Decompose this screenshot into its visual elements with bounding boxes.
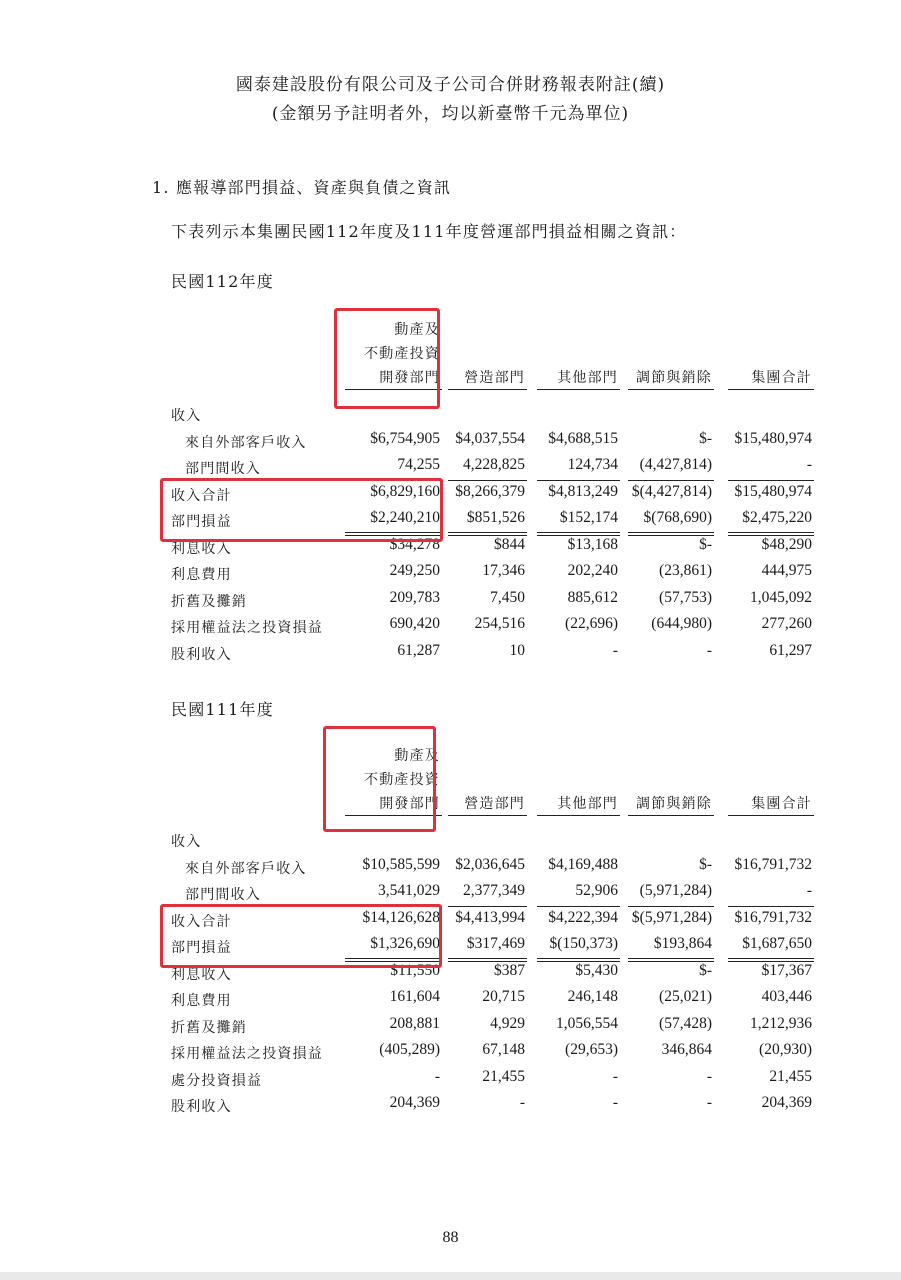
cell-value: 2,377,349: [463, 882, 525, 899]
cell-value: $2,475,220: [742, 509, 812, 526]
cell-value: $4,222,394: [548, 908, 618, 926]
row-label: 利息費用: [171, 993, 232, 1009]
cell-value: -: [434, 1067, 440, 1085]
row-label: 收入: [171, 408, 202, 424]
highlight-box-totals-112: [160, 478, 443, 542]
subtotal-underline: [728, 480, 814, 481]
cell-value: 204,369: [761, 1094, 812, 1111]
cell-value: -: [706, 1067, 712, 1085]
cell-value: $-: [699, 961, 712, 979]
page-bottom-edge: [0, 1272, 901, 1280]
cell-value: 885,612: [567, 588, 618, 606]
row-label: 利息費用: [171, 567, 232, 583]
document-title: 國泰建設股份有限公司及子公司合併財務報表附註(續): [235, 75, 666, 95]
row-label: 收入: [171, 834, 202, 850]
cell-value: $387: [494, 961, 525, 979]
cell-value: 21,455: [769, 1067, 812, 1085]
cell-value: 246,148: [567, 988, 618, 1005]
cell-value: 346,864: [661, 1041, 712, 1058]
row-label: 收入合計: [171, 913, 232, 930]
row-label: 來自外部客戶收入: [185, 434, 307, 451]
row-label: 股利收入: [171, 646, 232, 663]
cell-value: 249,250: [389, 562, 440, 579]
cell-value: (644,980): [651, 615, 712, 632]
cell-value: $152,174: [559, 509, 618, 526]
row-label: 收入合計: [171, 487, 232, 504]
cell-value: 209,783: [389, 588, 440, 606]
cell-value: $-: [699, 535, 712, 553]
cell-value: 17,346: [482, 562, 525, 579]
cell-value: 1,045,092: [750, 588, 812, 606]
cell-value: 403,446: [761, 988, 812, 1005]
header-underline: [448, 815, 527, 816]
cell-value: -: [706, 1094, 712, 1111]
cell-value: (405,289): [379, 1041, 440, 1058]
cell-value: $4,169,488: [548, 855, 618, 873]
cell-value: $6,754,905: [370, 429, 440, 447]
section-intro: 下表列示本集團民國112年度及111年度營運部門損益相關之資訊：: [171, 222, 687, 241]
cell-value: 444,975: [761, 562, 812, 579]
cell-value: $193,864: [653, 935, 712, 952]
row-label: 股利收入: [171, 1099, 232, 1115]
cell-value: -: [806, 882, 812, 899]
col-header-development-line1: 動產及: [394, 748, 440, 764]
highlight-box-totals-111: [160, 904, 442, 968]
section-heading: 1. 應報導部門損益、資產與負債之資訊: [152, 178, 452, 197]
cell-value: -: [612, 1067, 618, 1085]
col-header-construction: 營造部門: [464, 796, 525, 812]
page-number: 88: [442, 1229, 459, 1246]
cell-value: $(150,373): [549, 935, 618, 952]
col-header-development-line3: 開發部門: [379, 796, 440, 812]
cell-value: $4,688,515: [548, 429, 618, 447]
cell-value: (4,427,814): [639, 456, 712, 473]
cell-value: $(768,690): [643, 509, 712, 526]
cell-value: (57,428): [659, 1014, 712, 1032]
cell-value: (23,861): [659, 562, 712, 579]
cell-value: $317,469: [466, 935, 525, 952]
cell-value: 52,906: [575, 882, 618, 899]
col-header-reconciliation: 調節與銷除: [636, 796, 712, 812]
cell-value: 7,450: [490, 588, 525, 606]
cell-value: -: [706, 641, 712, 659]
row-label: 部門間收入: [185, 887, 261, 903]
cell-value: (22,696): [565, 615, 618, 632]
cell-value: (20,930): [759, 1041, 812, 1058]
cell-value: 208,881: [389, 1014, 440, 1032]
cell-value: $4,037,554: [455, 429, 525, 447]
subtotal-underline: [537, 906, 620, 907]
cell-value: 10: [509, 641, 525, 659]
cell-value: $(5,971,284): [631, 908, 712, 926]
cell-value: -: [612, 641, 618, 659]
row-label: 採用權益法之投資損益: [171, 1046, 323, 1062]
cell-value: -: [806, 456, 812, 473]
cell-value: $(4,427,814): [631, 482, 712, 500]
subtotal-underline: [628, 906, 714, 907]
col-header-construction: 營造部門: [464, 370, 525, 386]
header-underline: [728, 389, 814, 390]
cell-value: 67,148: [482, 1041, 525, 1058]
cell-value: 1,212,936: [750, 1014, 812, 1032]
col-header-development-line2: 不動產投資: [364, 772, 440, 788]
cell-value: 21,455: [482, 1067, 525, 1085]
cell-value: (25,021): [659, 988, 712, 1005]
cell-value: 61,287: [397, 641, 440, 659]
cell-value: 277,260: [761, 615, 812, 632]
cell-value: $16,791,732: [734, 855, 812, 873]
row-label: 部門損益: [171, 514, 232, 530]
cell-value: 1,056,554: [556, 1014, 618, 1032]
cell-value: $4,813,249: [548, 482, 618, 500]
col-header-group-total: 集團合計: [751, 370, 812, 386]
cell-value: $844: [494, 535, 525, 553]
highlight-box-development-header-111: [323, 726, 436, 832]
cell-value: $34,278: [389, 535, 440, 553]
row-label: 處分投資損益: [171, 1072, 263, 1089]
cell-value: (5,971,284): [639, 882, 712, 899]
row-label: 來自外部客戶收入: [185, 860, 307, 877]
cell-value: 254,516: [474, 615, 525, 632]
cell-value: $48,290: [761, 535, 812, 553]
cell-value: (29,653): [565, 1041, 618, 1058]
col-header-development-line3: 開發部門: [379, 370, 440, 386]
header-underline: [448, 389, 527, 390]
col-header-group-total: 集團合計: [751, 796, 812, 812]
row-label: 採用權益法之投資損益: [171, 620, 323, 636]
row-label: 部門間收入: [185, 461, 261, 477]
header-underline: [628, 815, 714, 816]
cell-value: $15,480,974: [734, 429, 812, 447]
row-label: 利息收入: [171, 966, 232, 983]
cell-value: $6,829,160: [370, 482, 440, 500]
header-underline: [628, 389, 714, 390]
cell-value: $1,326,690: [370, 935, 440, 952]
col-header-other: 其他部門: [557, 796, 618, 812]
subtotal-underline: [628, 480, 714, 481]
cell-value: $17,367: [761, 961, 812, 979]
cell-value: $2,036,645: [455, 855, 525, 873]
row-label: 折舊及攤銷: [171, 593, 247, 610]
cell-value: $-: [699, 429, 712, 447]
header-underline: [537, 389, 620, 390]
col-header-development-line2: 不動產投資: [364, 346, 440, 362]
cell-value: -: [612, 1094, 618, 1111]
header-underline: [537, 815, 620, 816]
cell-value: $11,550: [390, 961, 440, 979]
cell-value: $16,791,732: [734, 908, 812, 926]
cell-value: $14,126,628: [362, 908, 440, 926]
col-header-development-line1: 動產及: [394, 322, 440, 338]
cell-value: (57,753): [659, 588, 712, 606]
cell-value: 124,734: [567, 456, 618, 473]
highlight-box-development-header-112: [334, 308, 440, 409]
cell-value: 4,228,825: [463, 456, 525, 473]
year-111-label: 民國111年度: [171, 700, 274, 719]
cell-value: 74,255: [397, 456, 440, 473]
subtotal-underline: [728, 906, 814, 907]
cell-value: $4,413,994: [455, 908, 525, 926]
cell-value: $1,687,650: [742, 935, 812, 952]
cell-value: $10,585,599: [362, 855, 440, 873]
subtotal-underline: [537, 480, 620, 481]
subtotal-underline: [448, 906, 527, 907]
year-112-label: 民國112年度: [171, 272, 274, 291]
cell-value: 20,715: [482, 988, 525, 1005]
cell-value: 61,297: [769, 641, 812, 659]
cell-value: 204,369: [389, 1094, 440, 1111]
row-label: 折舊及攤銷: [171, 1019, 247, 1036]
cell-value: $-: [699, 855, 712, 873]
cell-value: $13,168: [567, 535, 618, 553]
cell-value: 4,929: [490, 1014, 525, 1032]
cell-value: 161,604: [389, 988, 440, 1005]
document-subtitle: (金額另予註明者外，均以新臺幣千元為單位): [271, 104, 630, 124]
cell-value: 202,240: [567, 562, 618, 579]
header-underline: [728, 815, 814, 816]
cell-value: 3,541,029: [378, 882, 440, 899]
cell-value: $15,480,974: [734, 482, 812, 500]
cell-value: -: [519, 1094, 525, 1111]
col-header-other: 其他部門: [557, 370, 618, 386]
cell-value: $5,430: [575, 961, 618, 979]
row-label: 部門損益: [171, 940, 232, 956]
subtotal-underline: [448, 480, 527, 481]
cell-value: 690,420: [389, 615, 440, 632]
row-label: 利息收入: [171, 540, 232, 557]
cell-value: $8,266,379: [455, 482, 525, 500]
cell-value: $851,526: [466, 509, 525, 526]
col-header-reconciliation: 調節與銷除: [636, 370, 712, 386]
cell-value: $2,240,210: [370, 509, 440, 526]
